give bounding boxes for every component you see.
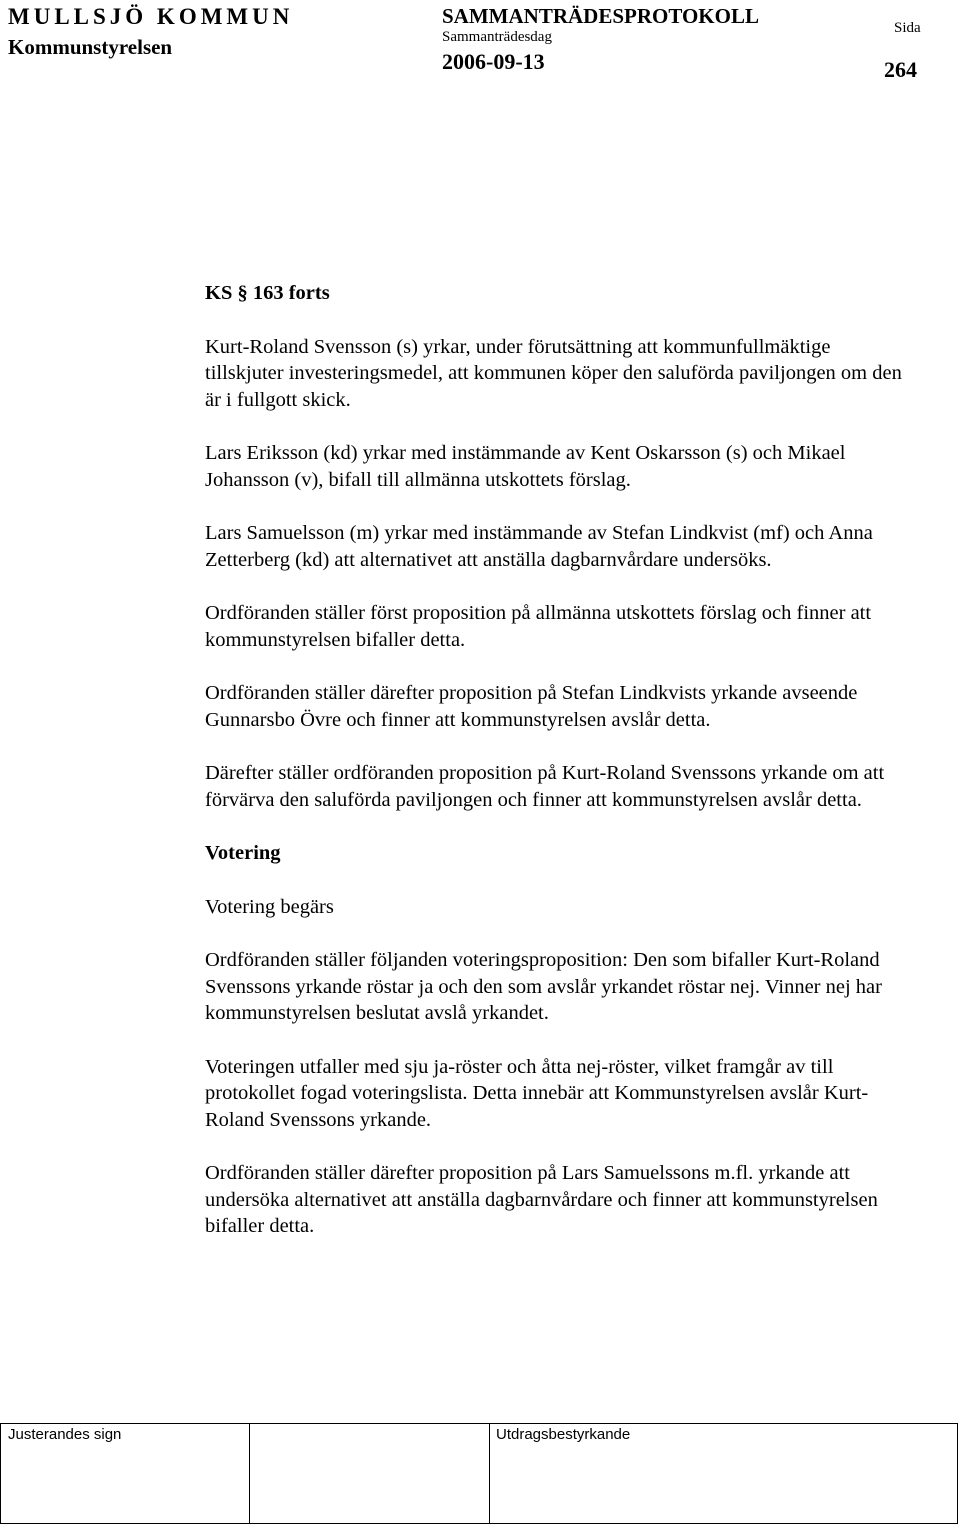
section-title: KS § 163 forts bbox=[205, 282, 330, 304]
paragraph: Ordföranden ställer först proposition på allmänna utskottets förslag och finner att kommunstyrelsen bifaller detta. bbox=[205, 602, 872, 651]
paragraph: Kurt-Roland Svensson (s) yrkar, under förutsättning att kommunfullmäktige tillskjuter investeringsmedel, att kommunen köper den saluförda paviljongen om den är i fullgott skick. bbox=[205, 335, 902, 411]
signature-box bbox=[250, 1424, 490, 1524]
page-label: Sida bbox=[894, 20, 921, 36]
paragraph: Ordföranden ställer därefter proposition på Lars Samuelssons m.fl. yrkande att undersöka alternativet att anställa dagbarnvårdare och finner att kommunstyrelsen bifaller detta. bbox=[205, 1162, 878, 1237]
paragraph: Ordföranden ställer följanden voteringsproposition: Den som bifaller Kurt-Roland Svenssons yrkande röstar ja och den som avslår yrkandet röstar nej. Vinner nej har kommunstyrelsen beslutat avslå yrkandet. bbox=[205, 949, 882, 1024]
signature-label: Justerandes sign bbox=[8, 1426, 122, 1443]
meeting-date: 2006-09-13 bbox=[442, 49, 545, 74]
paragraph: Ordföranden ställer därefter proposition på Stefan Lindkvists yrkande avseende Gunnarsbo Övre och finner att kommunstyrelsen avslår detta. bbox=[205, 682, 858, 731]
paragraph: Voteringen utfaller med sju ja-röster och åtta nej-röster, vilket framgår av till protokollet fogad voteringslista. Detta innebär att Kommunstyrelsen avslår Kurt-Roland Svenssons yrkande. bbox=[205, 1055, 869, 1131]
page-number: 264 bbox=[884, 57, 917, 82]
protocol-body bbox=[205, 280, 905, 1267]
paragraph: Därefter ställer ordföranden proposition på Kurt-Roland Svenssons yrkande om att förvärva den saluförda paviljongen och finner att kommunstyrelsen avslår detta. bbox=[205, 762, 885, 811]
voting-heading: Votering bbox=[205, 842, 281, 864]
committee-name: Kommunstyrelsen bbox=[8, 35, 173, 59]
paragraph: Votering begärs bbox=[205, 895, 334, 918]
document-type: SAMMANTRÄDESPROTOKOLL bbox=[442, 4, 759, 28]
certification-label: Utdragsbestyrkande bbox=[496, 1426, 631, 1443]
meeting-date-label: Sammanträdesdag bbox=[442, 29, 552, 45]
municipality-name: MULLSJÖ KOMMUN bbox=[8, 4, 294, 29]
paragraph: Lars Samuelsson (m) yrkar med instämmande av Stefan Lindkvist (mf) och Anna Zetterberg (kd) att alternativet att anställa dagbarnvårdare undersöks. bbox=[205, 522, 873, 571]
paragraph: Lars Eriksson (kd) yrkar med instämmande av Kent Oskarsson (s) och Mikael Johansson (v), bifall till allmänna utskottets förslag. bbox=[205, 442, 846, 491]
